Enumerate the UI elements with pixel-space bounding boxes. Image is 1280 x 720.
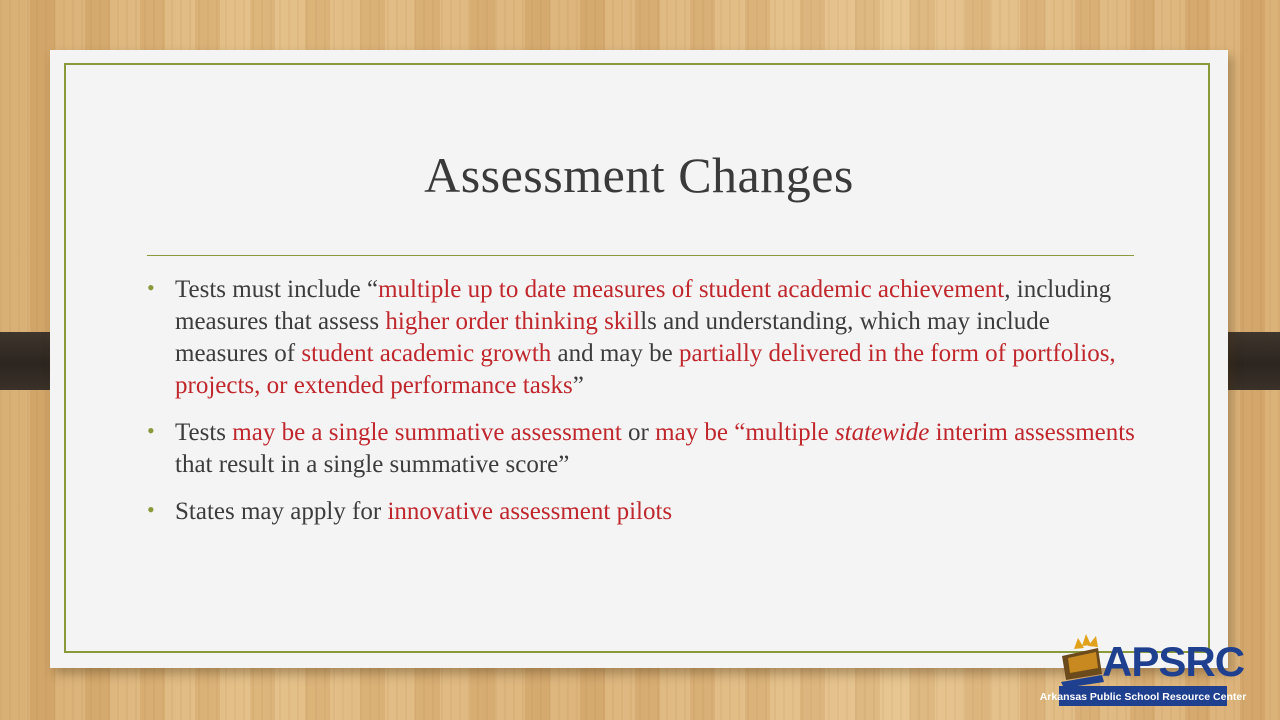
bullet-item <box>145 274 1145 402</box>
bullet-item <box>145 496 1145 528</box>
highlighted-italic-text: statewide <box>834 419 930 446</box>
bullet-text: that result in a single summative score” <box>175 451 570 478</box>
slide-card <box>50 50 1228 668</box>
bullet-text: Tests must include “ <box>175 276 379 303</box>
highlighted-text: innovative assessment pilots <box>387 498 673 525</box>
highlighted-text: multiple up to date measures of student academic achievement <box>378 276 1005 303</box>
apsrc-logo <box>1039 624 1247 708</box>
highlighted-text: student academic growth <box>301 340 552 367</box>
slide-title: Assessment Changes <box>424 147 854 203</box>
bullet-text: Tests <box>175 419 233 446</box>
highlighted-text: higher order thinking skil <box>385 308 641 335</box>
bullet-dot-icon: • <box>147 497 155 522</box>
highlighted-text: interim assessments <box>929 419 1135 446</box>
bullet-dot-icon: • <box>147 275 155 300</box>
bullet-list <box>145 274 1145 543</box>
bullet-text: and may be <box>551 340 679 367</box>
bullet-text: or <box>621 419 656 446</box>
title-divider <box>147 255 1134 256</box>
book-icon <box>1061 634 1104 688</box>
highlighted-text: may be “multiple <box>655 419 835 446</box>
logo-wordmark: APSRC <box>1102 638 1245 685</box>
highlighted-text: partially delivered in the form of portfolios, projects, or extended performance tasks <box>175 340 1116 399</box>
highlighted-text: may be a single summative assessment <box>232 419 622 446</box>
bullet-text: ” <box>572 372 584 399</box>
bullet-dot-icon: • <box>147 418 155 443</box>
bullet-text: , including measures that assess <box>175 276 1112 335</box>
bullet-text: States may apply for <box>175 498 388 525</box>
bullet-item <box>145 417 1145 481</box>
bullet-text: ls and understanding, which may include measures of <box>175 308 1050 367</box>
logo-subtitle: Arkansas Public School Resource Center <box>1039 691 1247 703</box>
